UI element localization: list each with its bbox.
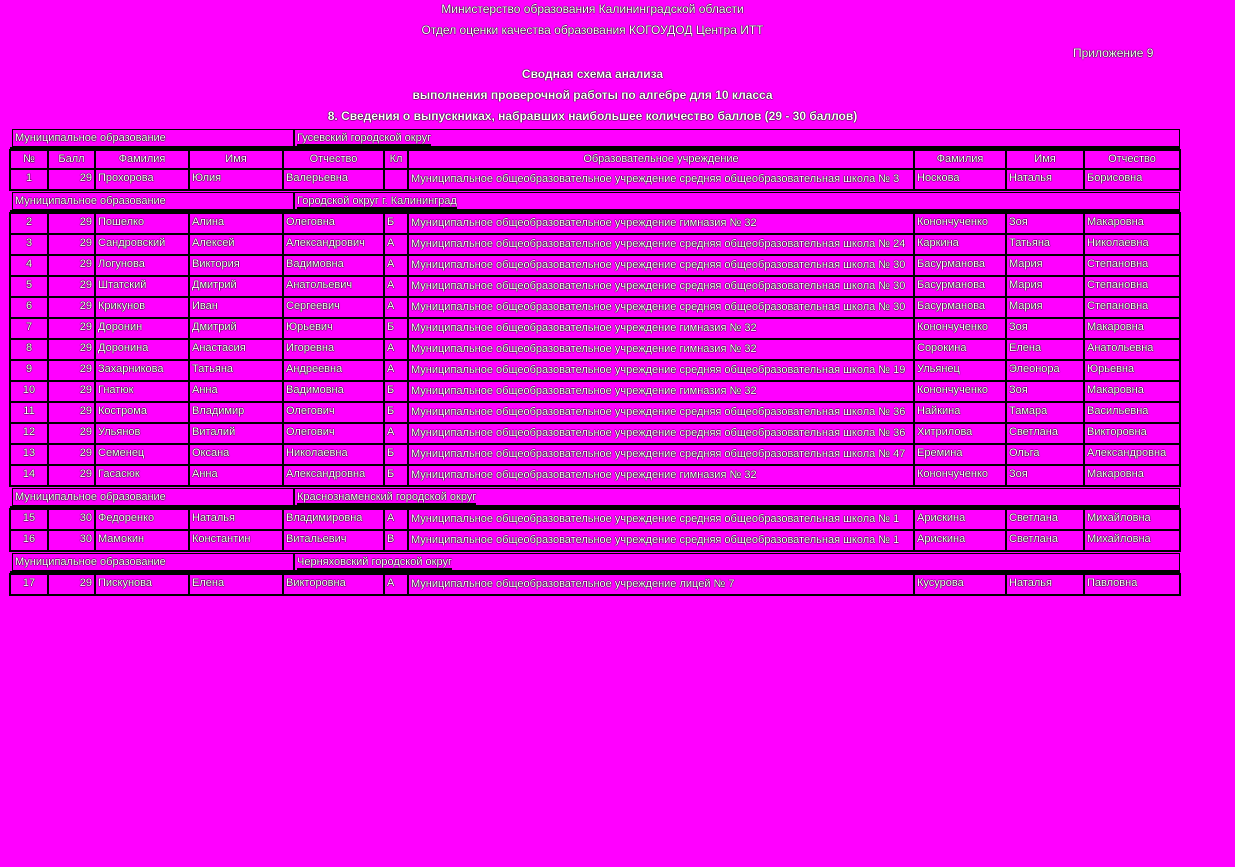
section-title: 8. Сведения о выпускниках, набравших наибольшее количество баллов (29 - 30 баллов) (327, 109, 858, 123)
student-name: Елена (189, 574, 283, 595)
row-score: 29 (48, 360, 95, 381)
municipality-bar (10, 191, 1180, 212)
student-patronymic: Юрьевич (283, 318, 384, 339)
student-name: Оксана (189, 444, 283, 465)
school-name: Муниципальное общеобразовательное учреждение средняя общеобразовательная школа № 1 (408, 530, 914, 551)
table-row (10, 423, 1180, 444)
municipality-cell (10, 486, 1180, 509)
school-name: Муниципальное общеобразовательное учреждение средняя общеобразовательная школа № 30 (408, 255, 914, 276)
table-row (10, 297, 1180, 318)
student-name: Анна (189, 465, 283, 486)
column-header: № (10, 150, 48, 169)
student-class: А (384, 423, 408, 444)
table-row (10, 276, 1180, 297)
student-class: В (384, 530, 408, 551)
row-score: 29 (48, 234, 95, 255)
teacher-surname: Каркина (914, 234, 1006, 255)
table-row (10, 402, 1180, 423)
teacher-surname: Найкина (914, 402, 1006, 423)
teacher-patronymic: Николаевна (1084, 234, 1180, 255)
school-name: Муниципальное общеобразовательное учреждение средняя общеобразовательная школа № 36 (408, 402, 914, 423)
teacher-surname: Басурманова (914, 276, 1006, 297)
teacher-patronymic: Александровна (1084, 444, 1180, 465)
municipality-label: Муниципальное образование (12, 129, 294, 147)
school-name: Муниципальное общеобразовательное учреждение средняя общеобразовательная школа № 47 (408, 444, 914, 465)
teacher-surname: Арискина (914, 509, 1006, 530)
teacher-patronymic: Васильевна (1084, 402, 1180, 423)
row-score: 29 (48, 339, 95, 360)
student-class: Б (384, 402, 408, 423)
table-row (10, 169, 1180, 190)
student-surname: Кострома (95, 402, 189, 423)
student-name: Дмитрий (189, 276, 283, 297)
row-number: 17 (10, 574, 48, 595)
teacher-name: Наталья (1006, 169, 1084, 190)
student-patronymic: Вадимовна (283, 381, 384, 402)
row-number: 15 (10, 509, 48, 530)
student-surname: Федоренко (95, 509, 189, 530)
student-class: Б (384, 444, 408, 465)
column-header: Образовательное учреждение (408, 150, 914, 169)
municipality-bar (10, 552, 1180, 573)
municipality-row (10, 486, 1180, 509)
teacher-name: Светлана (1006, 530, 1084, 551)
row-score: 29 (48, 381, 95, 402)
school-name: Муниципальное общеобразовательное учреждение средняя общеобразовательная школа № 1 (408, 509, 914, 530)
row-score: 29 (48, 444, 95, 465)
student-patronymic: Владимировна (283, 509, 384, 530)
column-header: Отчество (283, 150, 384, 169)
municipality-name: Краснознаменский городской округ (297, 491, 477, 503)
student-patronymic: Александровна (283, 465, 384, 486)
row-number: 11 (10, 402, 48, 423)
municipality-cell (10, 551, 1180, 574)
teacher-surname: Хитрилова (914, 423, 1006, 444)
student-name: Виктория (189, 255, 283, 276)
school-name: Муниципальное общеобразовательное учреждение средняя общеобразовательная школа № 30 (408, 276, 914, 297)
teacher-patronymic: Анатольевна (1084, 339, 1180, 360)
student-name: Алина (189, 213, 283, 234)
student-patronymic: Олегович (283, 423, 384, 444)
report-subtitle: выполнения проверочной работы по алгебре для 10 класса (412, 88, 773, 102)
table-row (10, 509, 1180, 530)
row-number: 4 (10, 255, 48, 276)
teacher-surname: Сорокина (914, 339, 1006, 360)
row-number: 7 (10, 318, 48, 339)
municipality-name: Черняховский городской округ (297, 556, 452, 568)
student-class: А (384, 339, 408, 360)
student-surname: Доронин (95, 318, 189, 339)
row-score: 30 (48, 530, 95, 551)
column-header: Балл (48, 150, 95, 169)
teacher-name: Зоя (1006, 318, 1084, 339)
column-header-row (10, 150, 1180, 169)
student-name: Константин (189, 530, 283, 551)
student-class: Б (384, 381, 408, 402)
row-number: 16 (10, 530, 48, 551)
row-number: 5 (10, 276, 48, 297)
student-name: Алексей (189, 234, 283, 255)
teacher-name: Тамара (1006, 402, 1084, 423)
student-patronymic: Игоревна (283, 339, 384, 360)
student-surname: Гасасюк (95, 465, 189, 486)
table-row (10, 318, 1180, 339)
student-patronymic: Сергеевич (283, 297, 384, 318)
municipality-row (10, 551, 1180, 574)
table-row (10, 444, 1180, 465)
table-row (10, 213, 1180, 234)
column-header: Отчество (1084, 150, 1180, 169)
municipality-value-box (294, 129, 1180, 147)
student-surname: Крикунов (95, 297, 189, 318)
school-name: Муниципальное общеобразовательное учреждение средняя общеобразовательная школа № 36 (408, 423, 914, 444)
student-patronymic: Вадимовна (283, 255, 384, 276)
row-number: 2 (10, 213, 48, 234)
municipality-value-box (294, 488, 1180, 506)
teacher-patronymic: Степановна (1084, 297, 1180, 318)
municipality-value-box (294, 553, 1180, 571)
ministry-title: Министерство образования Калининградской области (441, 2, 744, 16)
row-number: 3 (10, 234, 48, 255)
student-class: А (384, 234, 408, 255)
teacher-surname: Носкова (914, 169, 1006, 190)
row-score: 30 (48, 509, 95, 530)
student-surname: Сандровский (95, 234, 189, 255)
student-patronymic: Андреевна (283, 360, 384, 381)
student-surname: Пискунова (95, 574, 189, 595)
teacher-surname: Конончученко (914, 381, 1006, 402)
teacher-surname: Конончученко (914, 213, 1006, 234)
table-row (10, 360, 1180, 381)
teacher-surname: Кусурова (914, 574, 1006, 595)
teacher-patronymic: Макаровна (1084, 213, 1180, 234)
school-name: Муниципальное общеобразовательное учреждение гимназия № 32 (408, 339, 914, 360)
row-score: 29 (48, 465, 95, 486)
table-row (10, 530, 1180, 551)
row-number: 14 (10, 465, 48, 486)
row-number: 1 (10, 169, 48, 190)
student-surname: Прохорова (95, 169, 189, 190)
student-class (384, 169, 408, 190)
row-score: 29 (48, 169, 95, 190)
teacher-patronymic: Михайловна (1084, 509, 1180, 530)
row-number: 12 (10, 423, 48, 444)
student-surname: Захарникова (95, 360, 189, 381)
student-patronymic: Николаевна (283, 444, 384, 465)
teacher-name: Светлана (1006, 423, 1084, 444)
department-title: Отдел оценки качества образования КОГОУДОД Центра ИТТ (421, 23, 764, 37)
table-row (10, 255, 1180, 276)
student-surname: Гнатюк (95, 381, 189, 402)
teacher-patronymic: Степановна (1084, 276, 1180, 297)
teacher-name: Зоя (1006, 381, 1084, 402)
results-table (9, 128, 1181, 596)
teacher-patronymic: Макаровна (1084, 318, 1180, 339)
student-name: Анастасия (189, 339, 283, 360)
student-surname: Доронина (95, 339, 189, 360)
table-row (10, 234, 1180, 255)
student-class: А (384, 509, 408, 530)
row-score: 29 (48, 423, 95, 444)
table-row (10, 574, 1180, 595)
student-patronymic: Олегович (283, 402, 384, 423)
table-row (10, 339, 1180, 360)
teacher-surname: Арискина (914, 530, 1006, 551)
municipality-row (10, 190, 1180, 213)
row-score: 29 (48, 318, 95, 339)
row-score: 29 (48, 297, 95, 318)
student-name: Юлия (189, 169, 283, 190)
row-score: 29 (48, 213, 95, 234)
row-score: 29 (48, 255, 95, 276)
teacher-patronymic: Макаровна (1084, 465, 1180, 486)
teacher-patronymic: Павловна (1084, 574, 1180, 595)
teacher-name: Ольга (1006, 444, 1084, 465)
school-name: Муниципальное общеобразовательное учреждение средняя общеобразовательная школа № 30 (408, 297, 914, 318)
municipality-bar (10, 487, 1180, 508)
table-row (10, 381, 1180, 402)
report-title: Сводная схема анализа (521, 67, 664, 81)
column-header: Имя (189, 150, 283, 169)
teacher-name: Татьяна (1006, 234, 1084, 255)
school-name: Муниципальное общеобразовательное учреждение гимназия № 32 (408, 213, 914, 234)
teacher-surname: Басурманова (914, 255, 1006, 276)
teacher-surname: Басурманова (914, 297, 1006, 318)
student-surname: Мамокин (95, 530, 189, 551)
table-row (10, 465, 1180, 486)
student-patronymic: Олеговна (283, 213, 384, 234)
student-patronymic: Витальевич (283, 530, 384, 551)
school-name: Муниципальное общеобразовательное учреждение средняя общеобразовательная школа № 3 (408, 169, 914, 190)
student-patronymic: Валерьевна (283, 169, 384, 190)
municipality-label: Муниципальное образование (12, 192, 294, 210)
municipality-name: Городской округ г. Калининград (297, 195, 457, 207)
student-class: А (384, 360, 408, 381)
teacher-name: Мария (1006, 255, 1084, 276)
student-surname: Пошелко (95, 213, 189, 234)
student-patronymic: Александрович (283, 234, 384, 255)
column-header: Кл (384, 150, 408, 169)
appendix-label: Приложение 9 (1073, 46, 1154, 60)
teacher-patronymic: Макаровна (1084, 381, 1180, 402)
student-class: Б (384, 465, 408, 486)
municipality-row (10, 128, 1180, 150)
teacher-surname: Конончученко (914, 318, 1006, 339)
student-patronymic: Викторовна (283, 574, 384, 595)
student-name: Виталий (189, 423, 283, 444)
row-score: 29 (48, 276, 95, 297)
student-class: А (384, 574, 408, 595)
teacher-name: Зоя (1006, 213, 1084, 234)
teacher-patronymic: Борисовна (1084, 169, 1180, 190)
school-name: Муниципальное общеобразовательное учреждение средняя общеобразовательная школа № 19 (408, 360, 914, 381)
row-score: 29 (48, 574, 95, 595)
student-class: Б (384, 213, 408, 234)
municipality-cell (10, 190, 1180, 213)
school-name: Муниципальное общеобразовательное учреждение средняя общеобразовательная школа № 24 (408, 234, 914, 255)
student-patronymic: Анатольевич (283, 276, 384, 297)
student-name: Владимир (189, 402, 283, 423)
student-name: Дмитрий (189, 318, 283, 339)
municipality-cell (10, 128, 1180, 150)
column-header: Имя (1006, 150, 1084, 169)
municipality-label: Муниципальное образование (12, 488, 294, 506)
teacher-name: Элеонора (1006, 360, 1084, 381)
row-number: 8 (10, 339, 48, 360)
school-name: Муниципальное общеобразовательное учреждение гимназия № 32 (408, 381, 914, 402)
municipality-label: Муниципальное образование (12, 553, 294, 571)
student-name: Татьяна (189, 360, 283, 381)
row-number: 9 (10, 360, 48, 381)
municipality-name: Гусевский городской округ (297, 132, 432, 144)
teacher-patronymic: Юрьевна (1084, 360, 1180, 381)
student-surname: Семенец (95, 444, 189, 465)
teacher-name: Светлана (1006, 509, 1084, 530)
municipality-bar (10, 128, 1180, 149)
student-class: А (384, 276, 408, 297)
teacher-patronymic: Степановна (1084, 255, 1180, 276)
teacher-surname: Конончученко (914, 465, 1006, 486)
column-header: Фамилия (95, 150, 189, 169)
student-name: Анна (189, 381, 283, 402)
teacher-surname: Еремина (914, 444, 1006, 465)
teacher-patronymic: Викторовна (1084, 423, 1180, 444)
student-surname: Ульянов (95, 423, 189, 444)
school-name: Муниципальное общеобразовательное учреждение гимназия № 32 (408, 465, 914, 486)
teacher-name: Елена (1006, 339, 1084, 360)
municipality-value-box (294, 192, 1180, 210)
student-name: Наталья (189, 509, 283, 530)
student-name: Иван (189, 297, 283, 318)
teacher-name: Мария (1006, 297, 1084, 318)
teacher-patronymic: Михайловна (1084, 530, 1180, 551)
student-surname: Логунова (95, 255, 189, 276)
row-score: 29 (48, 402, 95, 423)
row-number: 6 (10, 297, 48, 318)
column-header: Фамилия (914, 150, 1006, 169)
school-name: Муниципальное общеобразовательное учреждение лицей № 7 (408, 574, 914, 595)
student-surname: Штатский (95, 276, 189, 297)
teacher-name: Наталья (1006, 574, 1084, 595)
teacher-name: Мария (1006, 276, 1084, 297)
teacher-name: Зоя (1006, 465, 1084, 486)
student-class: Б (384, 318, 408, 339)
row-number: 13 (10, 444, 48, 465)
row-number: 10 (10, 381, 48, 402)
student-class: А (384, 297, 408, 318)
student-class: А (384, 255, 408, 276)
teacher-surname: Ульянец (914, 360, 1006, 381)
school-name: Муниципальное общеобразовательное учреждение гимназия № 32 (408, 318, 914, 339)
